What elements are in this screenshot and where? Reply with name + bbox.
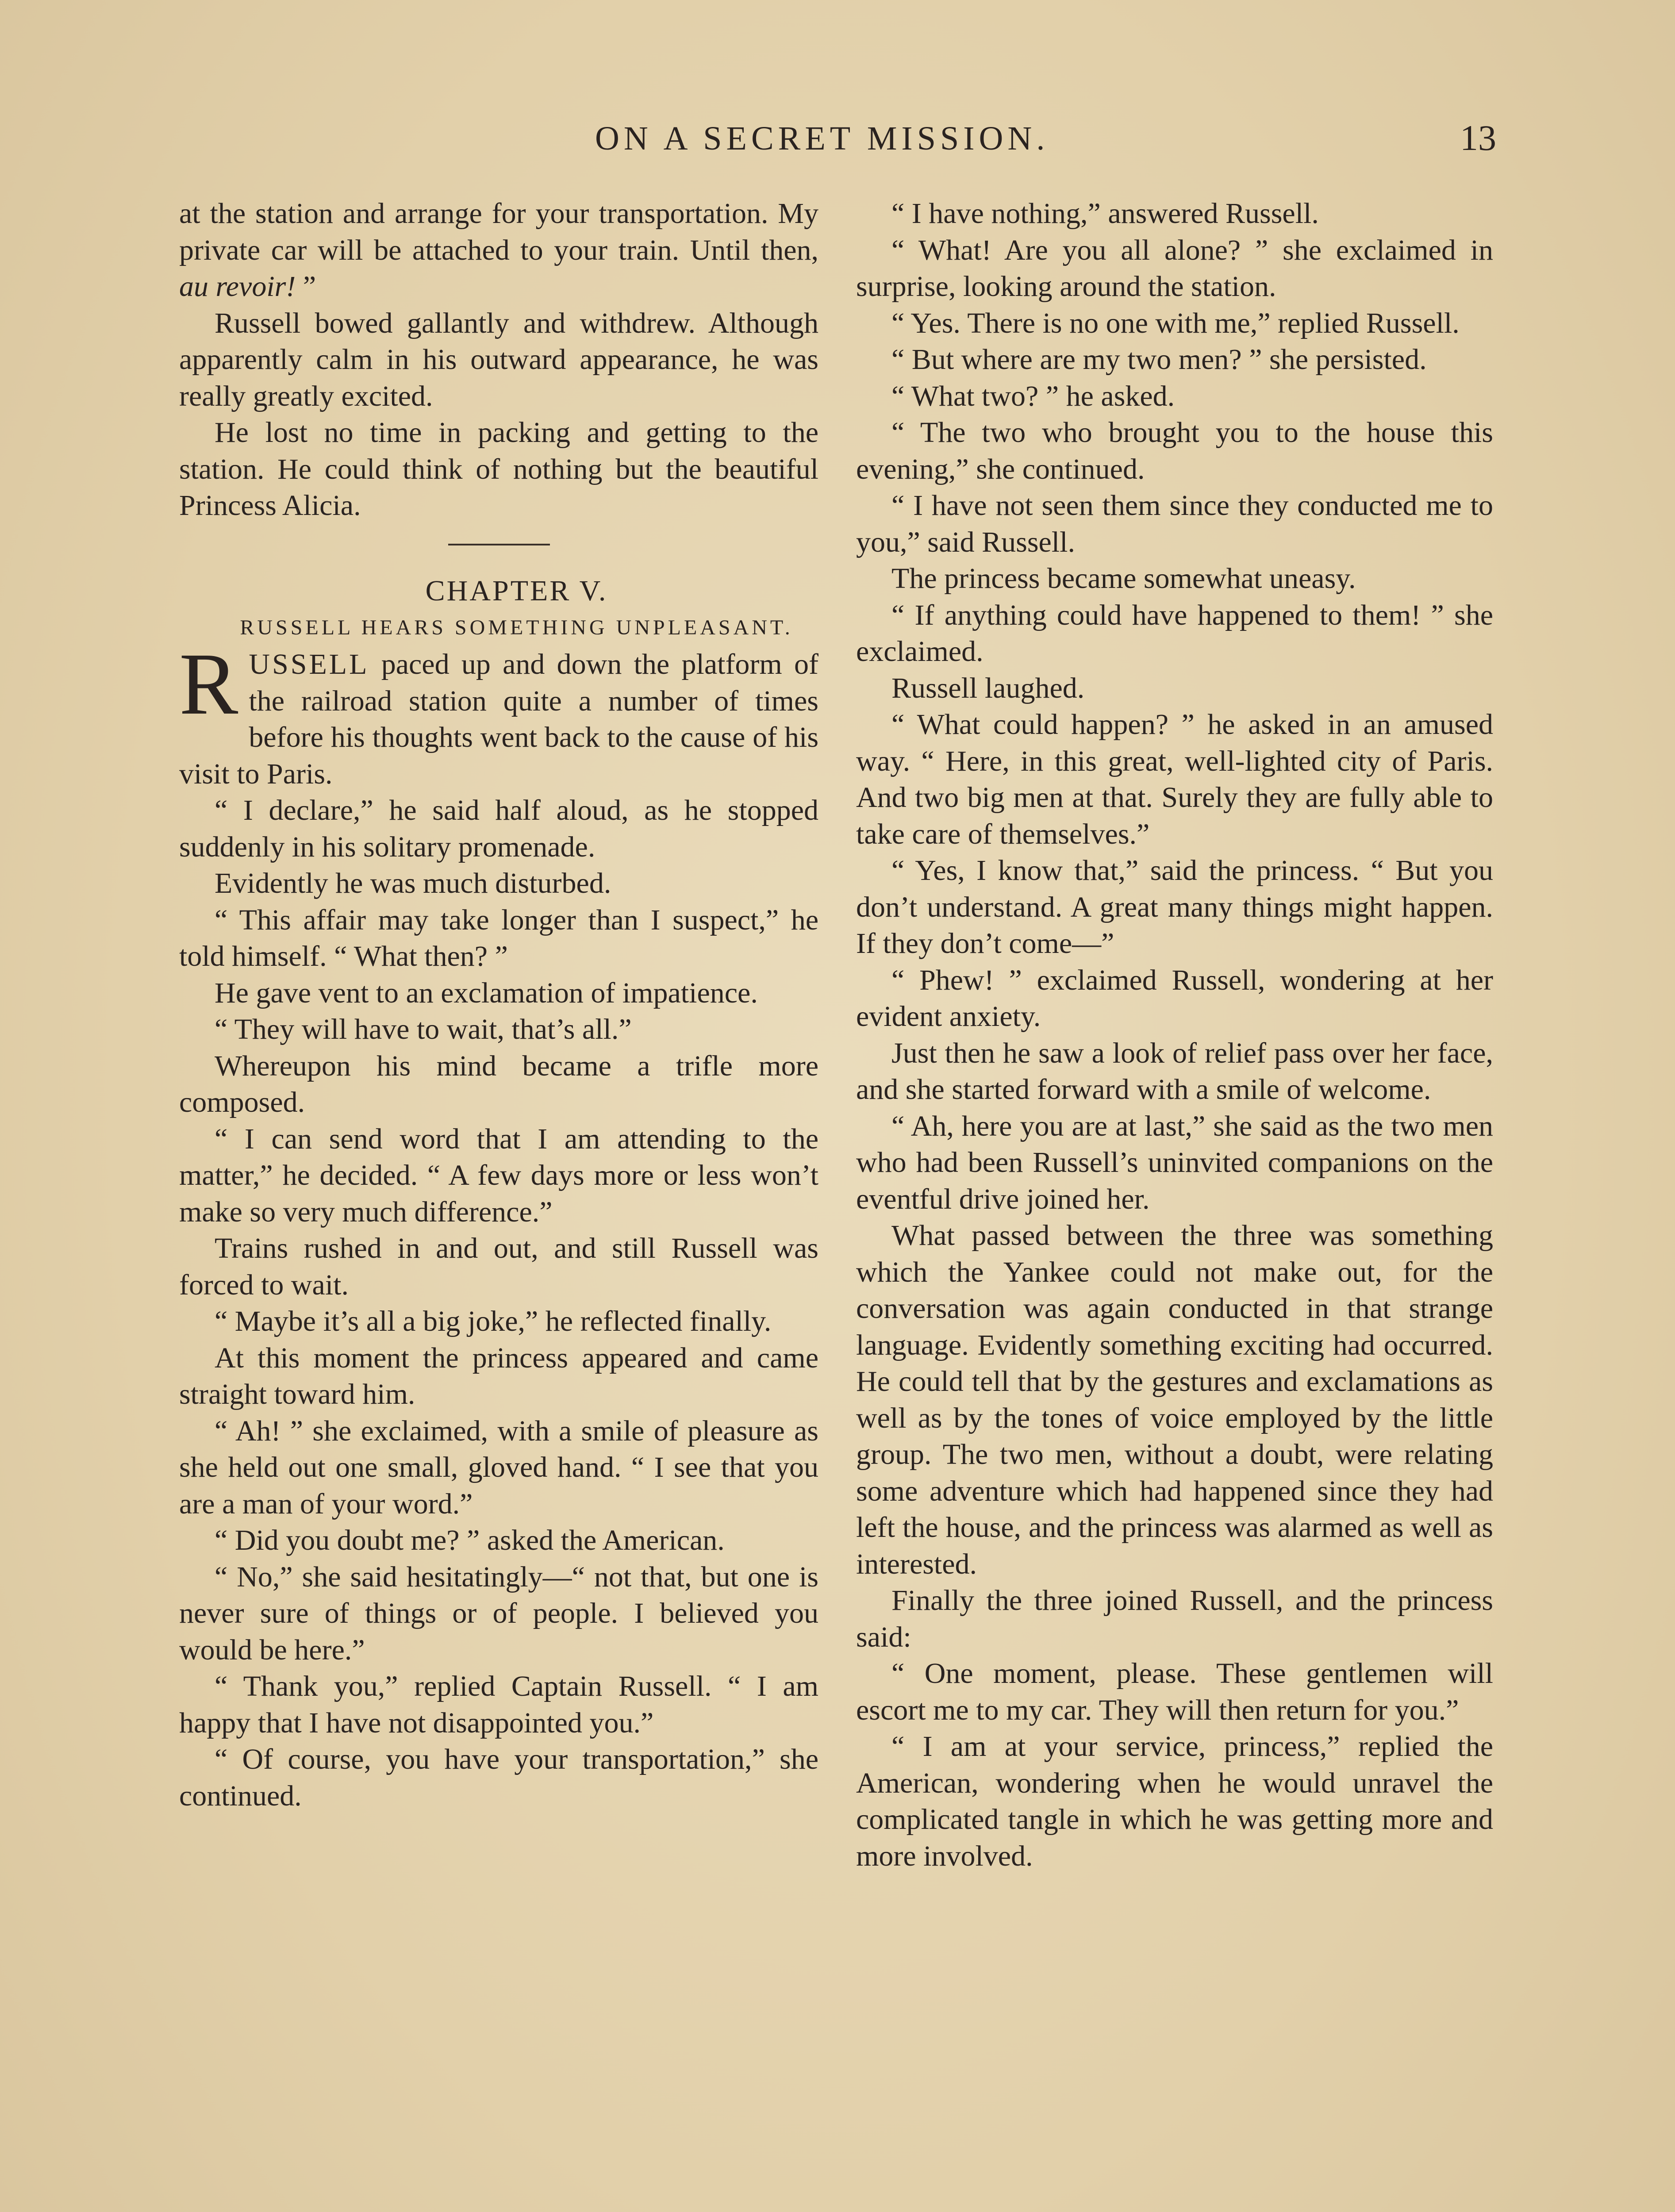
paragraph: Whereupon his mind became a trifle more composed.	[179, 1049, 818, 1118]
paragraph: He gave vent to an exclamation of impatience.	[215, 976, 758, 1009]
paragraph: “ I have nothing,” answered Russell.	[891, 197, 1319, 230]
paragraph: “ Yes, I know that,” said the princess. “ But you don’t understand. A great many things might happen. If they don’t come—”	[856, 854, 1493, 960]
paragraph: “ Ah! ” she exclaimed, with a smile of pleasure as she held out one small, gloved hand. “ I see that you are a man of your word.”	[179, 1414, 818, 1520]
paragraph: “ What two? ” he asked.	[891, 380, 1175, 412]
paragraph: “ Of course, you have your transportation,” she continued.	[179, 1743, 818, 1812]
paragraph: Just then he saw a look of relief pass over her face, and she started forward with a smile of welcome.	[856, 1037, 1493, 1106]
paragraph: “ I declare,” he said half aloud, as he stopped suddenly in his solitary promenade.	[179, 794, 818, 863]
paragraph: “ What! Are you all alone? ” she exclaimed in surprise, looking around the station.	[856, 234, 1493, 303]
italic-phrase: au revoir!	[179, 270, 296, 303]
paragraph: Russell bowed gallantly and withdrew. Although apparently calm in his outward appearance, he was really greatly excited.	[179, 307, 818, 412]
paragraph: “ I have not seen them since they conducted me to you,” said Russell.	[856, 489, 1493, 558]
paragraph: “ Phew! ” exclaimed Russell, wondering at her evident anxiety.	[856, 964, 1493, 1033]
paragraph: Evidently he was much disturbed.	[215, 867, 611, 899]
paragraph: Finally the three joined Russell, and the princess said:	[856, 1584, 1493, 1653]
chapter-subtitle: RUSSELL HEARS SOMETHING UNPLEASANT.	[240, 616, 793, 639]
paragraph: at the station and arrange for your transportation. My private car will be attached to your train. Until then, au revoir! ”	[179, 197, 818, 303]
paragraph: “ This affair may take longer than I suspect,” he told himself. “ What then? ”	[179, 903, 818, 972]
paragraph: “ Yes. There is no one with me,” replied Russell.	[891, 307, 1460, 339]
paragraph: He lost no time in packing and getting to the station. He could think of nothing but the beautiful Princess Alicia.	[179, 416, 818, 522]
right-column	[856, 196, 1493, 1874]
paragraph: “ One moment, please. These gentlemen will escort me to my car. They will then return for you.”	[856, 1657, 1493, 1726]
chapter-heading: CHAPTER V.	[425, 574, 608, 607]
paragraph: “ No,” she said hesitatingly—“ not that, but one is never sure of things or of people. I believed you would be here.”	[179, 1560, 818, 1666]
paragraph: Trains rushed in and out, and still Russell was forced to wait.	[179, 1232, 818, 1301]
paragraph: The princess became somewhat uneasy.	[891, 562, 1356, 595]
opening-paragraph: RUSSELL paced up and down the platform of the railroad station quite a number of times before his thoughts went back to the cause of his visit to Paris.	[179, 635, 818, 790]
paragraph: “ I can send word that I am attending to the matter,” he decided. “ A few days more or less won’t make so very much difference.”	[179, 1122, 818, 1228]
paragraph: “ Maybe it’s all a big joke,” he reflected finally.	[215, 1305, 772, 1337]
paragraph: What passed between the three was something which the Yankee could not make out, for the conversation was again conducted in that strange language. Evidently something exciting had occurred. He could tell that by the gestures and exclamations as well as by the tones of voice employed by the little group. The two men, without a doubt, were relating some adventure which had happened since they had left the house, and the princess was alarmed as well as interested.	[856, 1219, 1493, 1580]
drop-cap: R	[179, 635, 238, 733]
running-header: ON A SECRET MISSION.	[595, 120, 1049, 157]
paragraph: “ Did you doubt me? ” asked the American.	[215, 1524, 725, 1556]
left-column	[179, 196, 818, 1814]
paragraph: “ I am at your service, princess,” replied the American, wondering when he would unravel the complicated tangle in which he was getting more and more involved.	[856, 1730, 1493, 1872]
paragraph: “ They will have to wait, that’s all.”	[215, 1013, 632, 1045]
page-number: 13	[1460, 118, 1496, 158]
paragraph: Russell laughed.	[891, 672, 1085, 704]
paragraph: “ But where are my two men? ” she persisted.	[891, 343, 1427, 376]
section-divider	[448, 544, 550, 545]
paragraph: “ Ah, here you are at last,” she said as the two men who had been Russell’s uninvited companions on the eventful drive joined her.	[856, 1110, 1493, 1215]
paragraph: “ Thank you,” replied Captain Russell. “ I am happy that I have not disappointed you.”	[179, 1670, 818, 1739]
paragraph: “ The two who brought you to the house this evening,” she continued.	[856, 416, 1493, 485]
paragraph: At this moment the princess appeared and came straight toward him.	[179, 1341, 818, 1410]
paragraph: “ If anything could have happened to them! ” she exclaimed.	[856, 599, 1493, 668]
paragraph: “ What could happen? ” he asked in an amused way. “ Here, in this great, well-lighted city of Paris. And two big men at that. Surely they are fully able to take care of themselves.”	[856, 708, 1493, 850]
